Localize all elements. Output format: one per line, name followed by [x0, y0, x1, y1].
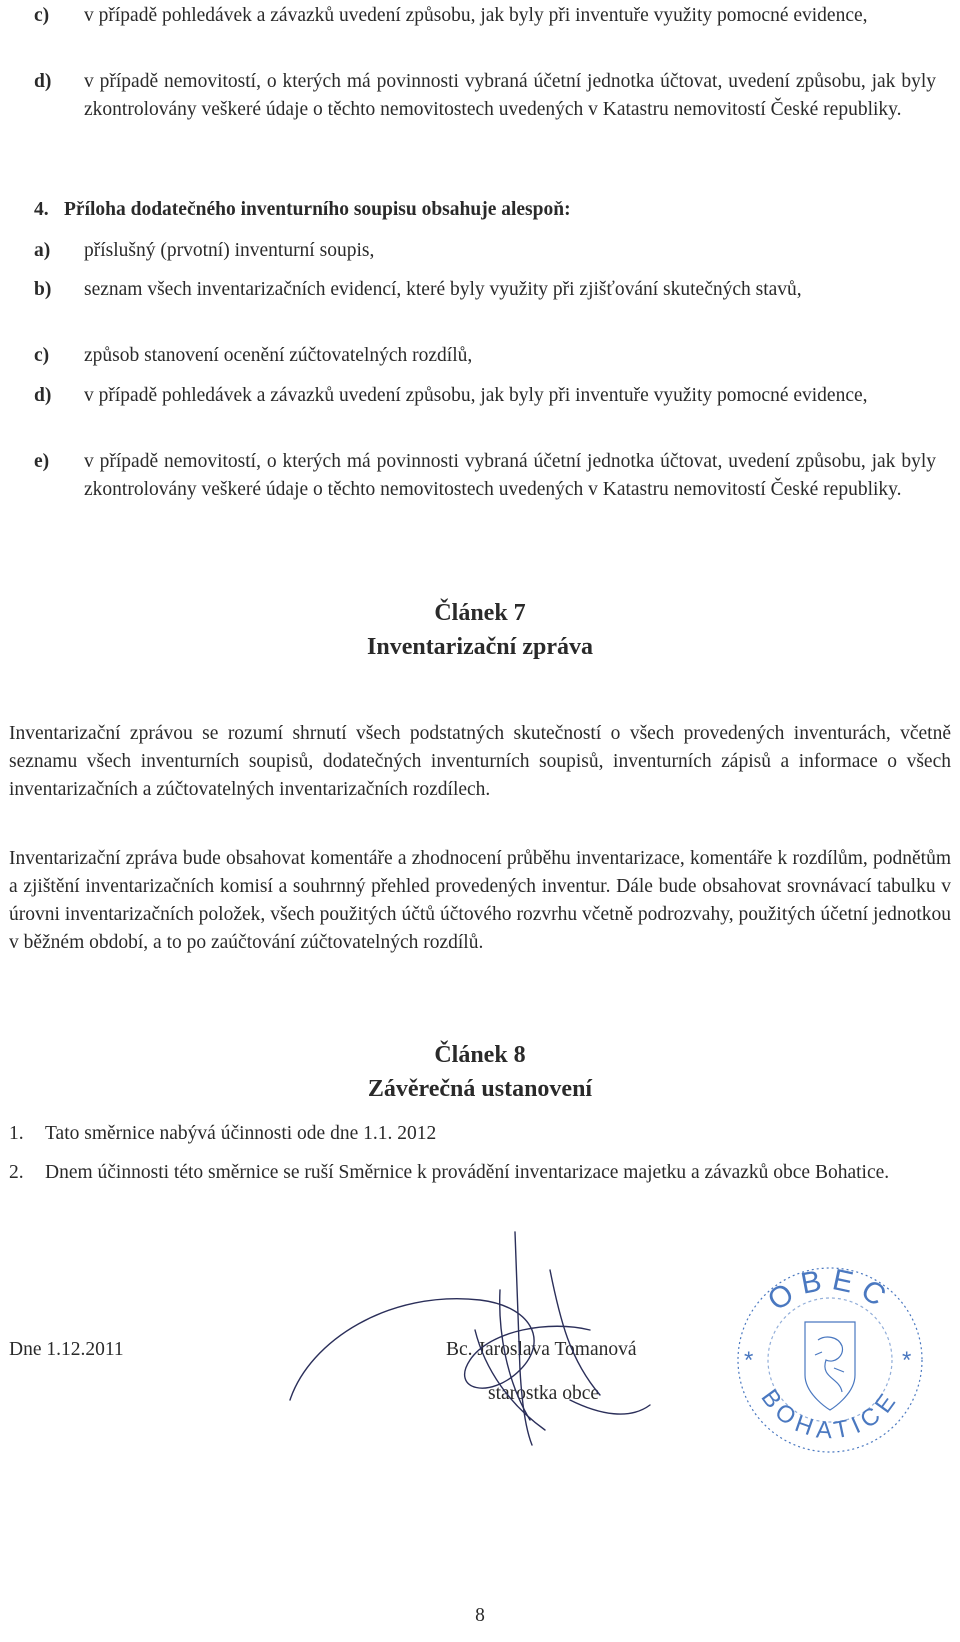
list-text: v případě pohledávek a závazků uvedení způsobu, jak byly při inventuře využity pomocné evidence,: [84, 5, 868, 26]
handwritten-signature: [270, 1230, 700, 1470]
seal-star-icon: *: [744, 1347, 754, 1374]
item-number: 1.: [9, 1123, 24, 1144]
article-7-paragraph-2: Inventarizační zpráva bude obsahovat komentáře a zhodnocení průběhu inventarizace, komentáře k rozdílům, podnětům a zjištění inventarizačních komisí a souhrnný přehled provedených inventur. Dále bude obsahovat srovnávací tabulku v úrovni inventarizačních položek, všech použitých účtů účtového rozvrhu včetně podrozvahy, použitých účetní jednotkou v běžném období, a to po zaúčtování zúčtovatelných rozdílů.: [9, 848, 951, 953]
seal-star-icon: *: [902, 1347, 912, 1374]
municipal-seal: [730, 1260, 930, 1460]
top-list-item-d: [34, 68, 936, 124]
list-text: příslušný (prvotní) inventurní soupis,: [84, 240, 375, 261]
article-7-title: Inventarizační zpráva: [367, 634, 593, 660]
list-text: v případě nemovitostí, o kterých má povinnosti vybraná účetní jednotka účtovat, uvedení způsobu, jak byly zkontrolovány veškeré údaje o těchto nemovitostech uvedených v Katastru nemovitostí České republiky.: [84, 451, 936, 500]
signatory-role: starostka obce: [488, 1383, 600, 1404]
seal-bottom-text: BOHATICE: [755, 1384, 905, 1445]
top-list-item-c: [34, 2, 936, 30]
section-4-heading: [34, 196, 936, 224]
section-4-item-e: [34, 448, 936, 504]
article-7-number: Článek 7: [434, 600, 526, 626]
item-number: 2.: [9, 1162, 24, 1183]
article-8-number: Článek 8: [434, 1042, 526, 1068]
list-label: a): [34, 240, 51, 261]
item-text: Dnem účinnosti této směrnice se ruší Směrnice k provádění inventarizace majetku a závazků obce Bohatice.: [45, 1162, 890, 1183]
list-label: e): [34, 451, 50, 472]
list-label: d): [34, 71, 52, 92]
list-label: c): [34, 5, 50, 26]
article-7-paragraph-1: Inventarizační zprávou se rozumí shrnutí všech podstatných skutečností o všech provedených inventurách, včetně seznamu všech inventurních soupisů, dodatečných inventurních soupisů, inventurních zápisů a informace o všech inventarizačních a zúčtovatelných inventarizačních rozdílech.: [9, 723, 951, 800]
list-label: c): [34, 345, 50, 366]
article-8-item-2: [9, 1159, 951, 1187]
section-heading-text: Příloha dodatečného inventurního soupisu obsahuje alespoň:: [64, 199, 571, 220]
signatory-name: Bc. Jaroslava Tomanová: [446, 1339, 637, 1360]
section-4-item-c: [34, 342, 936, 370]
section-4-item-b: [34, 276, 936, 304]
item-text: Tato směrnice nabývá účinnosti ode dne 1.1. 2012: [45, 1123, 437, 1144]
list-label: b): [34, 279, 52, 300]
list-text: způsob stanovení ocenění zúčtovatelných rozdílů,: [84, 345, 473, 366]
section-number: 4.: [34, 199, 49, 220]
article-8-item-1: [9, 1120, 951, 1148]
section-4-item-d: [34, 382, 936, 410]
signature-date: Dne 1.12.2011: [9, 1339, 124, 1360]
list-text: seznam všech inventarizačních evidencí, které byly využity při zjišťování skutečných stavů,: [84, 279, 802, 300]
list-text: v případě pohledávek a závazků uvedení způsobu, jak byly při inventuře využity pomocné evidence,: [84, 385, 868, 406]
section-4-item-a: [34, 237, 936, 265]
seal-top-text: OBEC: [761, 1263, 899, 1318]
list-text: v případě nemovitostí, o kterých má povinnosti vybraná účetní jednotka účtovat, uvedení způsobu, jak byly zkontrolovány veškeré údaje o těchto nemovitostech uvedených v Katastru nemovitostí České republiky.: [84, 71, 936, 120]
page-number: 8: [475, 1605, 485, 1626]
article-8-title: Závěrečná ustanovení: [367, 1076, 593, 1102]
list-label: d): [34, 385, 52, 406]
